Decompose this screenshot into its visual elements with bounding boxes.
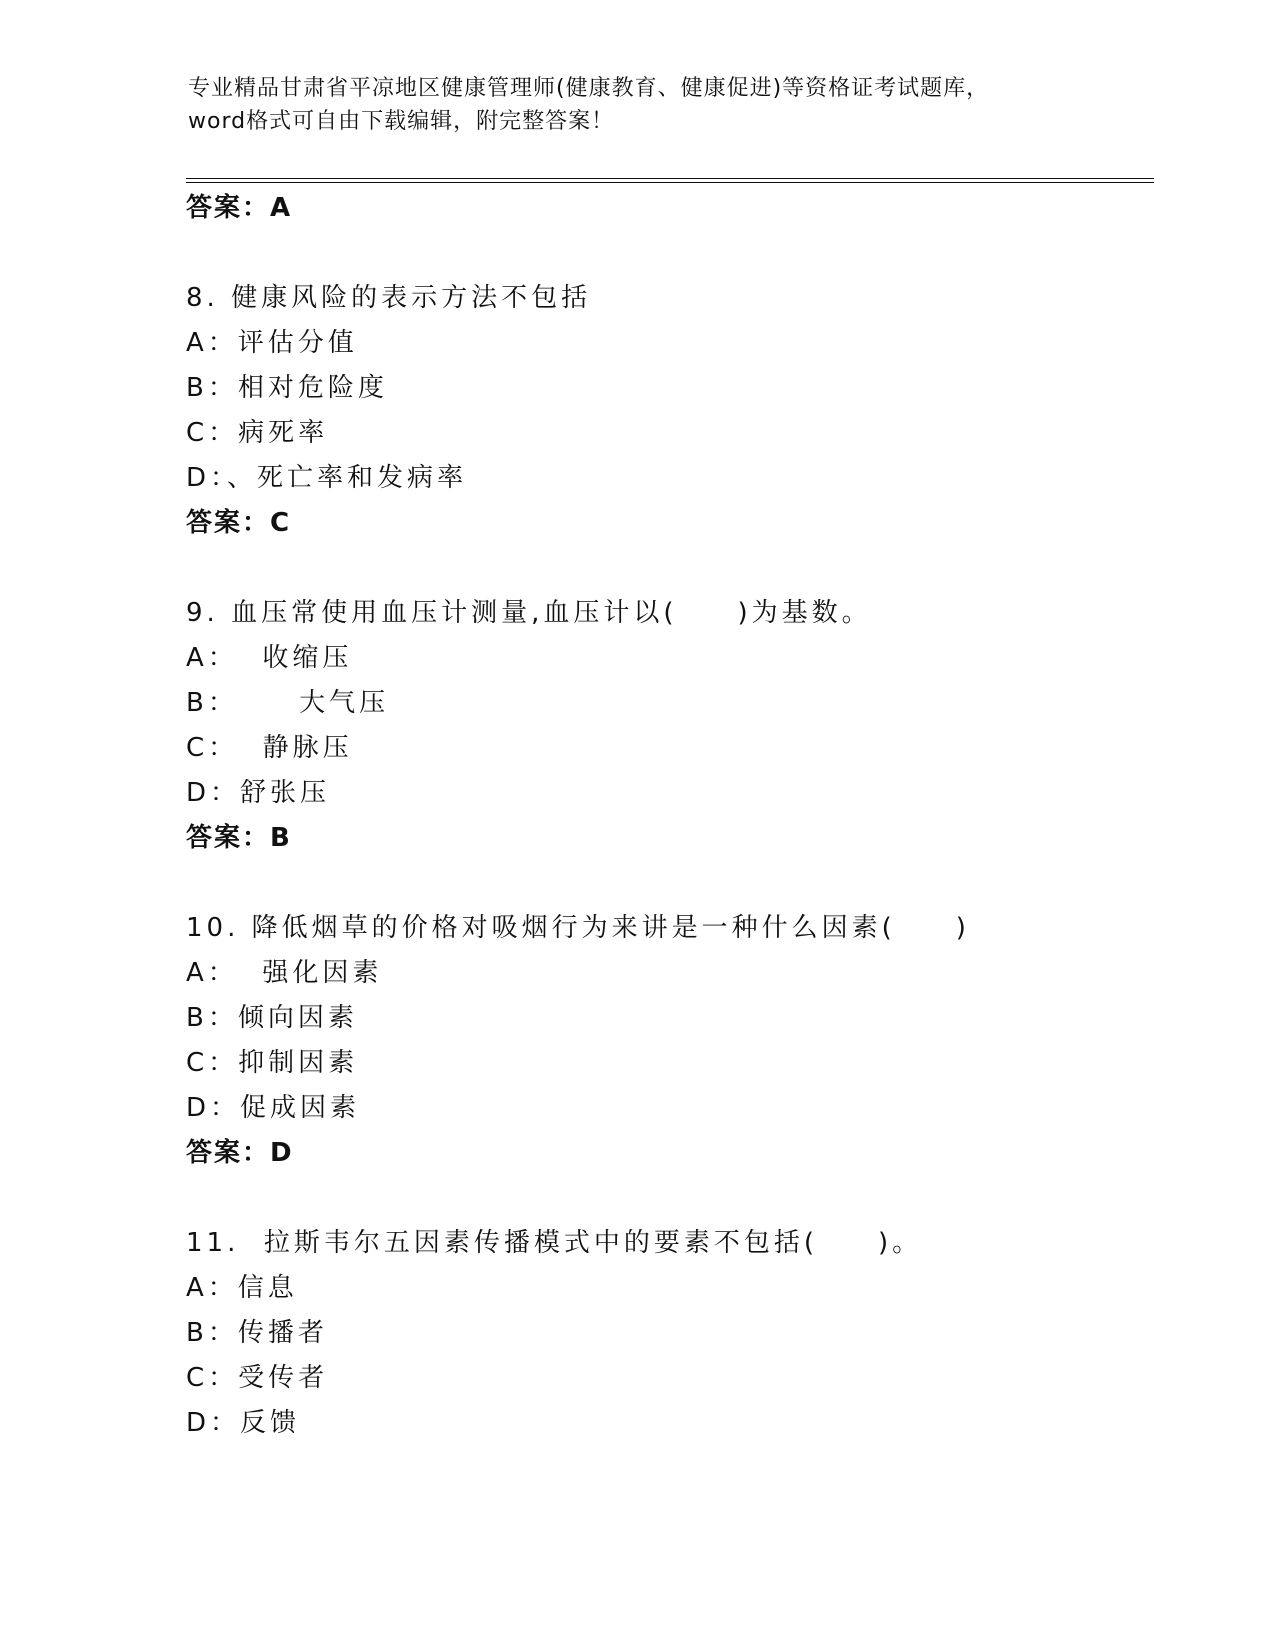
- question-11-option-a: A：信息: [186, 1273, 298, 1303]
- document-header: [188, 72, 1068, 138]
- question-11-option-b: B：传播者: [186, 1318, 328, 1348]
- answer-10: 答案：D: [186, 1138, 294, 1168]
- question-9-option-d: D：舒张压: [186, 778, 331, 808]
- question-10-option-a: A： 强化因素: [186, 958, 383, 988]
- answer-7: 答案：A: [186, 193, 293, 223]
- question-9-option-c: C： 静脉压: [186, 733, 353, 763]
- question-8-option-a: A：评估分值: [186, 328, 358, 358]
- header-line-1: 专业精品甘肃省平凉地区健康管理师(健康教育、健康促进)等资格证考试题库，: [188, 76, 990, 101]
- header-line-2: word格式可自由下载编辑，附完整答案！: [188, 109, 615, 134]
- question-9-option-a: A： 收缩压: [186, 643, 353, 673]
- question-11-option-c: C：受传者: [186, 1363, 329, 1393]
- question-10: 10. 降低烟草的价格对吸烟行为来讲是一种什么因素( ): [186, 913, 970, 943]
- question-10-option-d: D：促成因素: [186, 1093, 361, 1123]
- question-10-option-c: C：抑制因素: [186, 1048, 359, 1078]
- question-10-option-b: B：倾向因素: [186, 1003, 358, 1033]
- question-9: 9. 血压常使用血压计测量,血压计以( )为基数。: [186, 598, 872, 628]
- question-8-option-d: D：、死亡率和发病率: [186, 463, 468, 493]
- question-8: 8. 健康风险的表示方法不包括: [186, 283, 592, 313]
- header-rule-bottom: [186, 182, 1154, 183]
- header-rule-top: [186, 178, 1154, 179]
- answer-9: 答案：B: [186, 823, 292, 853]
- question-8-option-b: B：相对危险度: [186, 373, 388, 403]
- question-9-option-b: B： 大气压: [186, 688, 390, 718]
- question-8-option-c: C：病死率: [186, 418, 329, 448]
- answer-8: 答案：C: [186, 508, 292, 538]
- question-11-option-d: D：反馈: [186, 1408, 301, 1438]
- question-11: 11. 拉斯韦尔五因素传播模式中的要素不包括( )。: [186, 1228, 923, 1258]
